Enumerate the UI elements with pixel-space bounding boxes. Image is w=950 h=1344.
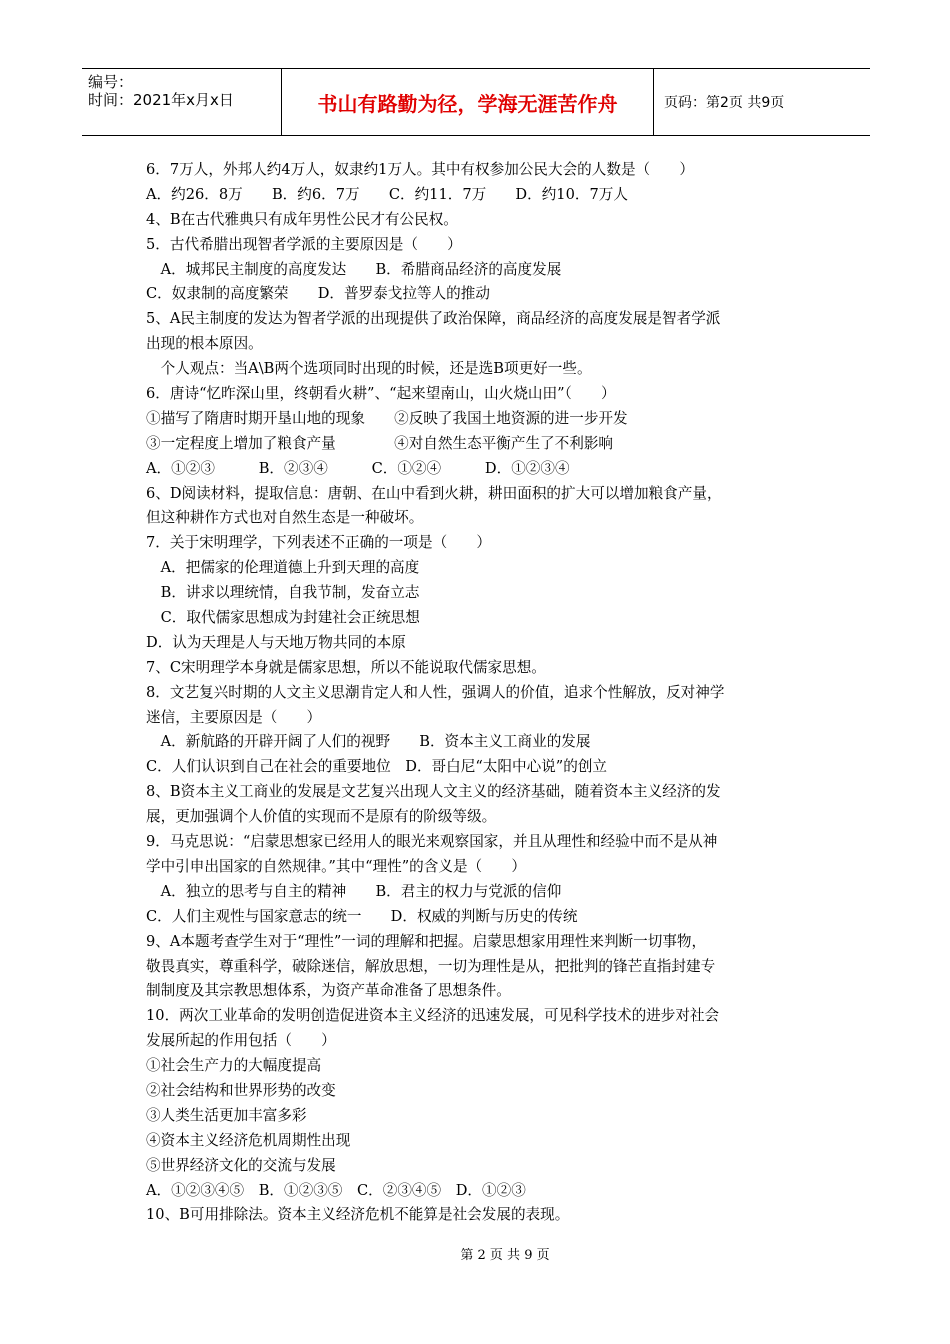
text-line: 敬畏真实，尊重科学，破除迷信，解放思想，一切为理性是从，把批判的锋芒直指封建专 — [146, 957, 716, 975]
text-line: 但这种耕作方式也对自然生态是一种破坏。 — [146, 509, 424, 527]
page-header — [82, 68, 870, 136]
text-line: C．奴隶制的高度繁荣 D．普罗泰戈拉等人的推动 — [146, 285, 490, 303]
text-line: A．把儒家的伦理道德上升到天理的高度 — [146, 559, 420, 577]
header-page-label: 页码：第2页 共9页 — [664, 95, 785, 111]
text-line: 迷信，主要原因是（ ） — [146, 708, 322, 726]
text-line: A．约26．8万 B．约6．7万 C．约11．7万 D．约10．7万人 — [146, 185, 628, 203]
text-line: 6．唐诗“忆昨深山里，终朝看火耕”、“起来望南山，山火烧山田”（ ） — [146, 385, 616, 403]
text-line: 8．文艺复兴时期的人文主义思潮肯定人和人性，强调人的价值，追求个性解放，反对神学 — [146, 683, 725, 701]
text-line: 10、B可用排除法。资本主义经济危机不能算是社会发展的表现。 — [146, 1206, 570, 1224]
text-line: 6、D阅读材料，提取信息：唐朝、在山中看到火耕，耕田面积的扩大可以增加粮食产量， — [146, 484, 722, 502]
text-line: ②社会结构和世界形势的改变 — [146, 1081, 336, 1099]
text-line: A．①②③④⑤ B．①②③⑤ C．②③④⑤ D．①②③ — [146, 1181, 526, 1199]
text-line: 个人观点：当A\B两个选项同时出现的时候，还是选B项更好一些。 — [146, 360, 592, 378]
header-motto: 书山有路勤为径，学海无涯苦作舟 — [282, 69, 654, 135]
header-meta — [82, 69, 282, 135]
text-line: 出现的根本原因。 — [146, 335, 263, 353]
text-line: B．讲求以理统情，自我节制，发奋立志 — [146, 584, 420, 602]
text-line: A．①②③ B．②③④ C．①②④ D．①②③④ — [146, 459, 570, 477]
text-line: 10．两次工业革命的发明创造促进资本主义经济的迅速发展，可见科学技术的进步对社会 — [146, 1007, 720, 1025]
text-line: A．城邦民主制度的高度发达 B．希腊商品经济的高度发展 — [146, 260, 562, 278]
text-line: 7、C宋明理学本身就是儒家思想，所以不能说取代儒家思想。 — [146, 658, 546, 676]
text-line: A．独立的思考与自主的精神 B．君主的权力与党派的信仰 — [146, 882, 562, 900]
text-line: ①社会生产力的大幅度提高 — [146, 1057, 322, 1075]
text-line: 9．马克思说：“启蒙思想家已经用人的眼光来观察国家，并且从理性和经验中而不是从神 — [146, 833, 718, 851]
text-line: 8、B资本主义工商业的发展是文艺复兴出现人文主义的经济基础，随着资本主义经济的发 — [146, 783, 721, 801]
text-line: 5．古代希腊出现智者学派的主要原因是（ ） — [146, 235, 462, 253]
text-line: ④资本主义经济危机周期性出现 — [146, 1131, 351, 1149]
text-line: 9、A本题考查学生对于“理性”一词的理解和把握。启蒙思想家用理性来判断一切事物， — [146, 932, 707, 950]
text-line: ③一定程度上增加了粮食产量 ④对自然生态平衡产生了不利影响 — [146, 434, 614, 452]
text-line: 发展所起的作用包括（ ） — [146, 1032, 336, 1050]
text-line: ①描写了隋唐时期开垦山地的现象 ②反映了我国土地资源的进一步开发 — [146, 409, 628, 427]
page-footer: 第 2 页 共 9 页 — [460, 1248, 550, 1263]
text-line: 4、B在古代雅典只有成年男性公民才有公民权。 — [146, 210, 458, 228]
text-line: A．新航路的开辟开阔了人们的视野 B．资本主义工商业的发展 — [146, 733, 591, 751]
date-label: 时间：2021年x月x日 — [88, 91, 234, 109]
text-line: ③人类生活更加丰富多彩 — [146, 1106, 307, 1124]
text-line: ⑤世界经济文化的交流与发展 — [146, 1156, 336, 1174]
text-line: D．认为天理是人与天地万物共同的本原 — [146, 633, 406, 651]
text-line: 5、A民主制度的发达为智者学派的出现提供了政治保障，商品经济的高度发展是智者学派 — [146, 310, 721, 328]
text-line: C．人们主观性与国家意志的统一 D．权威的判断与历史的传统 — [146, 907, 578, 925]
text-line: C．人们认识到自己在社会的重要地位 D．哥白尼“太阳中心说”的创立 — [146, 758, 608, 776]
number-label: 编号： — [88, 73, 134, 91]
text-line: 制制度及其宗教思想体系，为资产革命准备了思想条件。 — [146, 982, 511, 1000]
text-line: 展，更加强调个人价值的实现而不是原有的阶级等级。 — [146, 808, 497, 826]
text-line: C．取代儒家思想成为封建社会正统思想 — [146, 609, 420, 627]
text-line: 7．关于宋明理学，下列表述不正确的一项是（ ） — [146, 534, 491, 552]
text-line: 6．7万人，外邦人约4万人，奴隶约1万人。其中有权参加公民大会的人数是（ ） — [146, 161, 694, 178]
text-line: 学中引申出国家的自然规律。”其中“理性”的含义是（ ） — [146, 857, 526, 875]
document-body — [146, 158, 816, 1228]
